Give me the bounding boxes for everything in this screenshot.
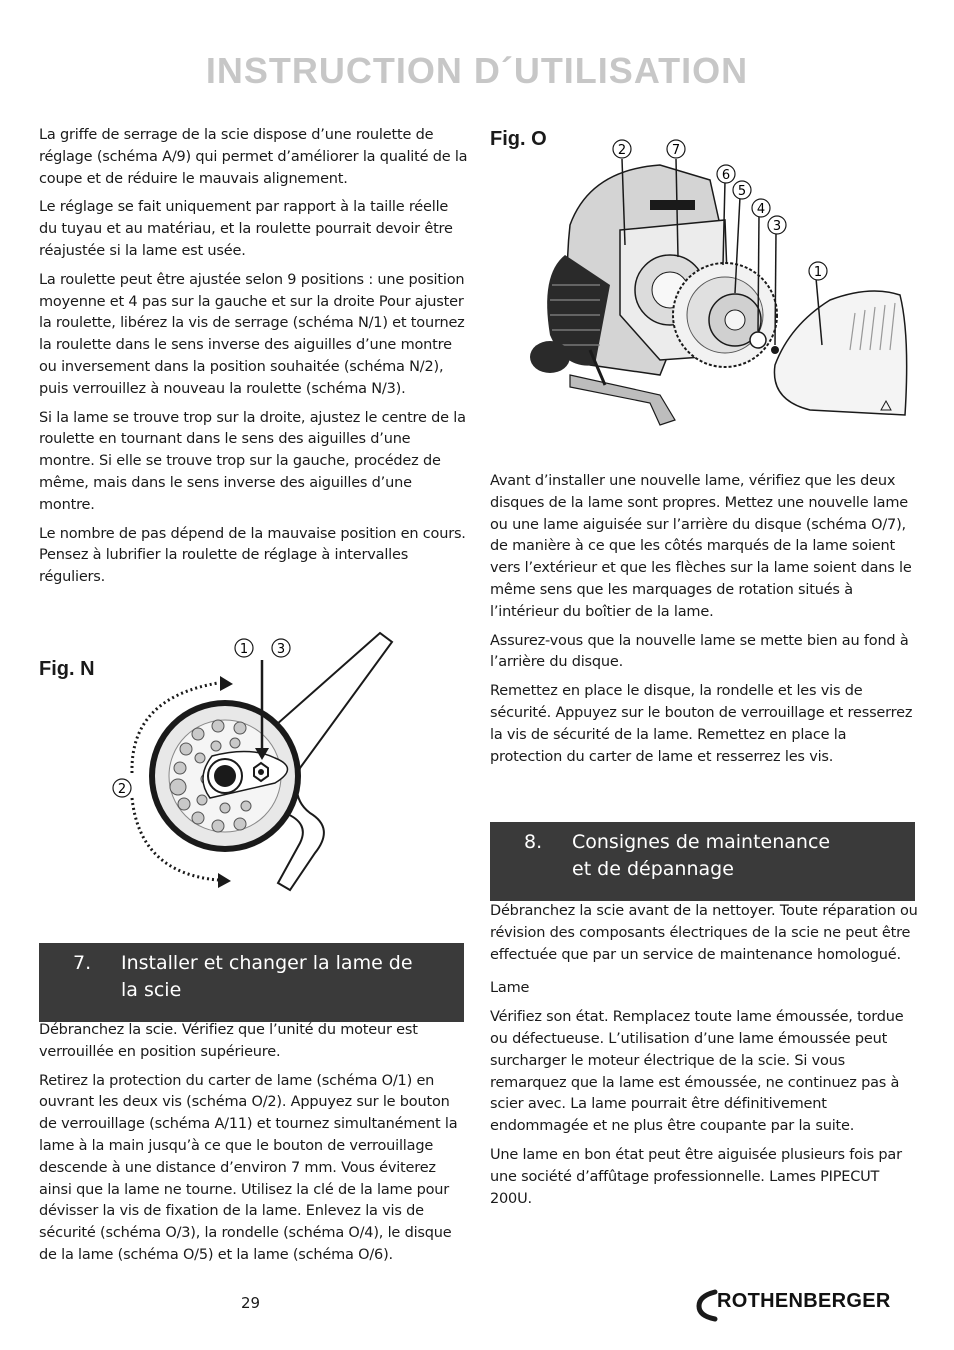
fig-n-illustration [100,628,480,908]
paragraph: Retirez la protection du carter de lame (schéma O/1) en ouvrant les deux vis (schéma O/2). Appuyez sur le bouton de verrouillage (schéma A/11) et tournez simultanément la lame à la main jusqu’à ce que le bouton de verrouillage descende à une distance d’environ 7 mm. Vous éviterez ainsi que la lame ne tourne. Utilisez la clé de la lame pour dévisser la vis de fixation de la lame. Enlevez la vis de sécurité (schéma O/3), la rondelle (schéma O/4), le disque de la lame (schéma O/5) et la lame (schéma O/6). [39,1072,458,1263]
right-install-text [490,471,918,775]
left-intro-text [39,125,469,596]
section-8-title: Consignes de maintenance et de dépannage [572,831,831,880]
paragraph: Vérifiez son état. Remplacez toute lame émoussée, tordue ou défectueuse. L’utilisation d’une lame émoussée peut surcharger le moteur électrique de la scie. Si vous remarquez que la lame est émoussée, ne continuez pas à scier avec. La lame pourrait être définitivement endommagée et ne plus être coupante par la suite. [490,1009,904,1135]
section-7-title: Installer et changer la lame de la scie [121,952,413,1001]
paragraph: Le réglage se fait uniquement par rapport à la taille réelle du tuyau et au matériau, et la roulette pourrait devoir être réajustée si la lame est usée. [39,199,453,259]
callout-o-2: 2 [617,143,627,158]
callout-n-3: 3 [276,642,286,657]
callout-o-3: 3 [772,219,782,234]
page-title: INSTRUCTION D´UTILISATION [205,50,749,91]
paragraph: Avant d’installer une nouvelle lame, vérifiez que les deux disques de la lame sont propres. Mettez une nouvelle lame ou une lame aiguisée sur l’arrière du disque (schéma O/7), de manière à ce que les côtés marqués de la lame soient vers l’extérieur et que les flèches sur la lame soient dans le même sens que les marquages de rotation situés à l’intérieur du boîtier de la lame. [490,473,912,620]
section-8-number: 8. [524,831,543,853]
paragraph: Débranchez la scie. Vérifiez que l’unité du moteur est verrouillée en position supérieure. [39,1022,418,1060]
handle-knob [530,341,570,373]
callout-o-4: 4 [756,202,766,217]
paragraph: Débranchez la scie avant de la nettoyer. Toute réparation ou révision des composants électriques de la scie ne peut être effectuée que par un service de maintenance homologué. [490,903,918,963]
section-7-text [39,1020,469,1274]
paragraph: Le nombre de pas dépend de la mauvaise position en cours. Pensez à lubrifier la roulette de réglage à intervalles réguliers. [39,525,466,586]
brand-logo [695,1290,920,1320]
subheading-lame: Lame [490,980,530,997]
guard-cover [774,291,906,415]
callout-o-7: 7 [671,143,681,158]
page-number: 29 [241,1294,261,1312]
section-8-header [490,822,915,901]
callout-o-6: 6 [721,168,731,183]
paragraph: Si la lame se trouve trop sur la droite, ajustez le centre de la roulette en tournant dans le sens des aiguilles d’une montre. Si elle se trouve trop sur la gauche, procédez de même, mais dans le sens inverse des aiguilles d’une montre. [39,409,466,513]
paragraph: La roulette peut être ajustée selon 9 positions : une position moyenne et 4 pas sur la gauche et sur la droite Pour ajuster la roulette, libérez la vis de serrage (schéma N/1) et tournez la roulette dans le sens inverse des aiguilles d’une montre ou inversement dans la position souhaitée (schéma N/2), puis verrouillez à nouveau la roulette (schéma N/3). [39,271,465,397]
section-7-header [39,943,464,1022]
paragraph: Une lame en bon état peut être aiguisée plusieurs fois par une société d’affûtage professionnelle. Lames PIPECUT 200U. [490,1146,902,1207]
fig-o-label: Fig. O [490,128,547,150]
callout-o-5: 5 [737,184,747,199]
paragraph: Remettez en place le disque, la rondelle et les vis de sécurité. Appuyez sur le bouton de verrouillage et resserrez la vis de sécurité de la lame. Remettez en place la protection du carter de lame et resserrez les vis. [490,683,913,765]
brand-name: ROTHENBERGER [717,1290,891,1312]
section-7-number: 7. [73,952,92,974]
paragraph: La griffe de serrage de la scie dispose d’une roulette de réglage (schéma A/9) qui permet d’améliorer la qualité de la coupe et de réduire le mauvais alignement. [39,127,468,187]
fig-n-label: Fig. N [39,658,95,680]
brand-swoosh-icon [695,1288,719,1322]
section-8-text [490,901,918,1217]
fig-o-illustration [510,135,920,440]
paragraph: Assurez-vous que la nouvelle lame se mette bien au fond à l’arrière du disque. [490,632,909,671]
callout-n-1: 1 [239,642,249,657]
callout-n-2: 2 [117,782,127,797]
callout-o-1: 1 [813,265,823,280]
safety-screw [771,346,779,354]
washer [750,332,766,348]
